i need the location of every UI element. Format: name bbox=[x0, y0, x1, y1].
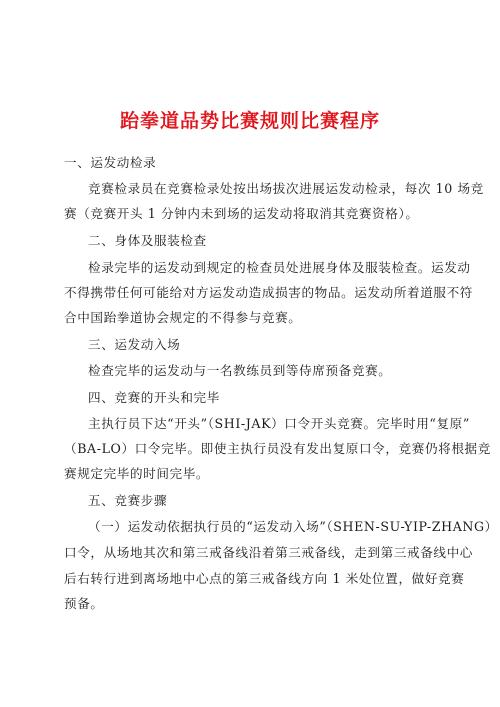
paragraph-line: 竞赛检录员在竞赛检录处按出场拔次进展运发动检录，每次 10 场竞 bbox=[88, 181, 484, 196]
paragraph-line: 主执行员下达“开头”（SHI-JAK）口令开头竞赛。完毕时用“复原” bbox=[88, 416, 470, 431]
paragraph-line: 口令，从场地其次和第三戒备线沿着第三戒备线，走到第三戒备线中心 bbox=[64, 545, 474, 560]
document-title: 跆拳道品势比赛规则比赛程序 bbox=[119, 110, 380, 132]
paragraph-line: （一）运发动依据执行员的“运发动入场”（SHEN-SU-YIP-ZHANG） bbox=[88, 519, 498, 534]
section-heading-5: 五、竞赛步骤 bbox=[88, 493, 168, 508]
paragraph-line: （BA-LO）口令完毕。即使主执行员没有发出复原口令，竞赛仍将根据竞 bbox=[64, 441, 491, 456]
section-heading-2: 二、身体及服装检查 bbox=[88, 233, 207, 248]
section-heading-4: 四、竞赛的开头和完毕 bbox=[88, 390, 220, 405]
paragraph-line: 检录完毕的运发动到规定的检查员处进展身体及服装检查。运发动 bbox=[88, 260, 471, 275]
paragraph-line: 不得携带任何可能给对方运发动造成损害的物品。运发动所着道服不符 bbox=[64, 285, 474, 300]
paragraph-line: 赛（竞赛开头 1 分钟内未到场的运发动将取消其竞赛资格）。 bbox=[64, 206, 419, 221]
section-heading-1: 一、运发动检录 bbox=[64, 155, 157, 170]
paragraph-line: 赛规定完毕的时间完毕。 bbox=[64, 466, 210, 481]
paragraph-line: 合中国跆拳道协会规定的不得参与竞赛。 bbox=[64, 310, 302, 325]
paragraph-line: 预备。 bbox=[64, 596, 104, 611]
section-heading-3: 三、运发动入场 bbox=[88, 337, 181, 352]
paragraph-line: 后右转行进到离场地中心点的第三戒备线方向 1 米处位置，做好竞赛 bbox=[64, 571, 465, 586]
paragraph-line: 检查完毕的运发动与一名教练员到等侍席预备竞赛。 bbox=[88, 363, 392, 378]
